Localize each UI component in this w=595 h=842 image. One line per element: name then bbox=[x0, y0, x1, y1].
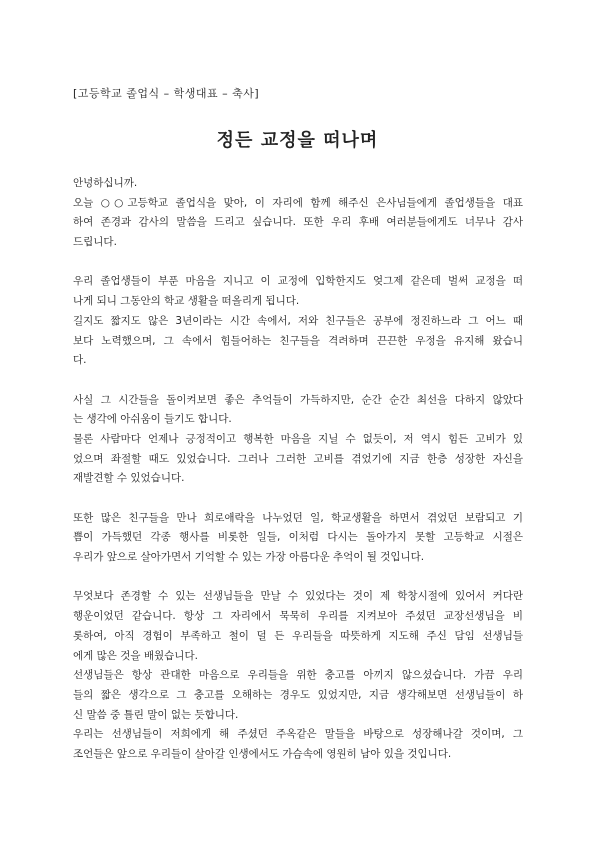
text-line: 우리는 선생님들이 저희에게 해 주셨던 주옥같은 말들을 바탕으로 성장해나갈 것이며, 그 bbox=[73, 728, 523, 741]
text-line: 었으며 좌절할 때도 있었습니다. 그러나 그러한 고비를 겪었기에 지금 한층 성장한 자신을 bbox=[73, 452, 523, 465]
text-line: 신 말씀 중 틀린 말이 없는 듯합니다. bbox=[73, 708, 239, 721]
text-line: 무엇보다 존경할 수 있는 선생님들을 만날 수 있었다는 것이 제 학창시절에 있어서 커다란 bbox=[73, 590, 523, 603]
text-line: 조언들은 앞으로 우리들이 살아갈 인생에서도 가슴속에 영원히 남아 있을 것입니다. bbox=[73, 747, 452, 760]
paragraph bbox=[73, 272, 523, 370]
text-line: 안녕하십니까. bbox=[73, 177, 138, 189]
text-line: 선생님들은 항상 관대한 마음으로 우리들을 위한 충고를 아끼지 않으셨습니다. 가끔 우리 bbox=[73, 669, 523, 682]
text-line: 들의 짧은 생각으로 그 충고를 오해하는 경우도 있었지만, 지금 생각해보면 선생님들이 하 bbox=[73, 688, 523, 701]
text-line: 하여 존경과 감사의 말씀을 드리고 싶습니다. 또한 우리 후배 여러분들에게도 너무나 감사 bbox=[73, 216, 523, 229]
text-line: 또한 많은 친구들을 만나 희로애락을 나누었던 일, 학교생활을 하면서 겪었던 보람되고 기 bbox=[73, 511, 523, 524]
text-line: 드립니다. bbox=[73, 236, 117, 249]
text-line: 우리가 앞으로 살아가면서 기억할 수 있는 가장 아름다운 추억이 될 것입니다. bbox=[73, 551, 425, 564]
text-line: 보다 노력했으며, 그 속에서 힘들어하는 친구들을 격려하며 끈끈한 우정을 유지해 왔습니 bbox=[73, 334, 523, 347]
paragraph bbox=[73, 391, 523, 489]
text-line: 사실 그 시간들을 돌이켜보면 좋은 추억들이 가득하지만, 순간 순간 최선을 다하지 않았다 bbox=[73, 393, 523, 406]
paragraph-gap bbox=[73, 489, 523, 509]
text-line: 행운이었던 같습니다. 항상 그 자리에서 묵묵히 우리를 지켜보아 주셨던 교장선생님을 비 bbox=[73, 610, 523, 623]
text-line: 물론 사람마다 언제나 긍정적이고 행복한 마음을 지닐 수 없듯이, 저 역시 힘든 고비가 있 bbox=[73, 432, 523, 445]
text-line: 길지도 짧지도 않은 3년이라는 시간 속에서, 저와 친구들은 공부에 정진하느라 그 어느 때 bbox=[73, 314, 523, 327]
text-line: 우리 졸업생들이 부푼 마음을 지니고 이 교정에 입학한지도 엊그제 같은데 벌써 교정을 떠 bbox=[73, 275, 523, 288]
text-line: 롯하여, 아직 경험이 부족하고 철이 덜 든 우리들을 따뜻하게 지도해 주신 담임 선생님들 bbox=[73, 629, 523, 642]
paragraph bbox=[73, 509, 523, 568]
document-header: [고등학교 졸업식 – 학생대표 – 축사] bbox=[73, 87, 260, 100]
paragraph-gap bbox=[73, 568, 523, 588]
paragraph bbox=[73, 587, 523, 764]
text-line: 오늘 ○○고등학교 졸업식을 맞아, 이 자리에 함께 해주신 은사님들에게 졸업생들을 대표 bbox=[73, 196, 523, 209]
text-line: 다. bbox=[73, 354, 87, 367]
paragraph-gap bbox=[73, 371, 523, 391]
text-line: 나게 되니 그동안의 학교 생활을 떠올리게 됩니다. bbox=[73, 295, 300, 308]
text-line: 는 생각에 아쉬움이 들기도 합니다. bbox=[73, 413, 232, 426]
text-line: 에게 많은 것을 배웠습니다. bbox=[73, 649, 198, 662]
text-line: 재발견할 수 있었습니다. bbox=[73, 472, 185, 485]
document-body bbox=[73, 174, 523, 765]
text-line: 쁨이 가득했던 각종 행사를 비롯한 일들, 이처럼 다시는 돌아가지 못할 고등학교 시절은 bbox=[73, 531, 523, 544]
paragraph bbox=[73, 174, 523, 253]
paragraph-gap bbox=[73, 253, 523, 273]
document-title: 정든 교정을 떠나며 bbox=[216, 130, 379, 151]
